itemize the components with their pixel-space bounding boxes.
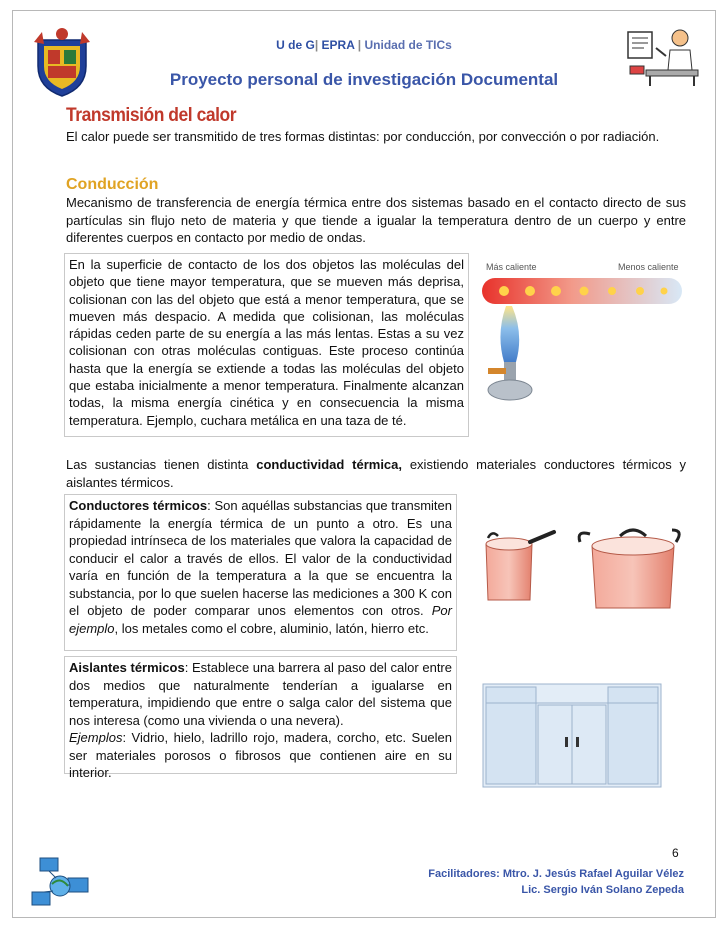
aislantes-text1: : Establece una barrera al paso del calor entre dos medios que naturalmente tenderían a igualarse en temperatura, impidiendo que entre o salga calor del sistema que nos interesa (como una vivienda o una nevera). [69,660,452,728]
header-separator: | [357,38,362,52]
header-org: U de G [276,38,315,52]
footer-facilitators [428,866,684,898]
conduccion-explanation: En la superficie de contacto de los dos objetos las moléculas del objeto que tiene mayor temperatura, que se mueven más deprisa, colisionan con las del objeto que está a menor temperatura, que se mueven más despacio. A medida que colisionan, las moléculas rápidas ceden parte de su energía a las más lentas. Estas a su vez colisionan con otras moléculas contiguas. Este proceso continúa hasta que la energía se extiende a todas las moléculas del objeto que estaba inicialmente a menor temperatura. Finalmente alcanzan todas, la misma energía cinética y en consecuencia la misma temperatura. Ejemplo, cuchara metálica en una taza de té. [69,257,464,428]
aislantes-text2: : Vidrio, hielo, ladrillo rojo, madera, corcho, etc. Suelen ser materiales porosos o fibrosos que contienen aire en su interior. [69,730,452,780]
aislantes-text [69,659,452,782]
aislantes-term: Aislantes térmicos [69,660,185,675]
page-number: 6 [672,846,679,860]
footer-line2: Lic. Sergio Iván Solano Zepeda [521,884,684,896]
conductores-text2: , los metales como el cobre, aluminio, latón, hierro etc. [114,620,429,636]
figure-label-cold: Menos caliente [618,262,679,272]
aislantes-box [64,656,457,780]
conductores-box [64,494,457,651]
conductividad-term: conductividad térmica, [256,457,403,472]
header-epra: EPRA [321,38,355,52]
section-title: Transmisión del calor [66,105,237,126]
copper-pots-illustration [470,516,690,616]
project-title: Proyecto personal de investigación Documental [169,70,559,89]
footer-line1: Facilitadores: Mtro. J. Jesús Rafael Aguilar Vélez [428,868,684,880]
header-unit: Unidad de TICs [364,38,452,52]
section-intro: El calor puede ser transmitido de tres formas distintas: por conducción, por convección o por radiación. [66,129,660,144]
conduccion-definition: Mecanismo de transferencia de energía térmica entre dos sistemas basado en el contacto directo de sus partículas sin flujo neto de materia y que tiende a igualar la temperatura dentro de un cuerpo y entre diferentes cuerpos en contacto por medio de ondas. [66,195,686,245]
conduccion-explanation-box [64,253,469,437]
conductividad-after: existiendo materiales conductores térmicos y aislantes térmicos. [66,457,686,490]
conductividad-before: Las sustancias tienen distinta [66,457,257,472]
conductores-text1: : Son aquéllas substancias que transmiten rápidamente la energía térmica de un punto a otro. Es una propiedad intrínseca de los materiales que valora la capacidad de conducir el calor a través de ellos. El valor de la conductividad varía en función de la temperatura a la que se encuentra la substancia, por lo que suelen hacerse las mediciones a 300 K con el objeto de poder comparar unos elementos con otros. [69,498,452,618]
aislantes-example-label: Ejemplos [69,730,123,745]
glass-door-illustration [482,683,662,788]
conductores-text [69,497,452,637]
conductores-term: Conductores térmicos [69,498,208,513]
conductividad-paragraph [66,456,686,491]
heated-rod-burner-figure [476,254,688,412]
figure-label-hot: Más caliente [486,262,537,272]
conduccion-title: Conducción [66,176,159,193]
network-computers-icon [30,856,92,912]
conductores-example-label: Por ejemplo [69,603,452,636]
header-organization [0,38,728,52]
header-separator: | [314,38,319,52]
